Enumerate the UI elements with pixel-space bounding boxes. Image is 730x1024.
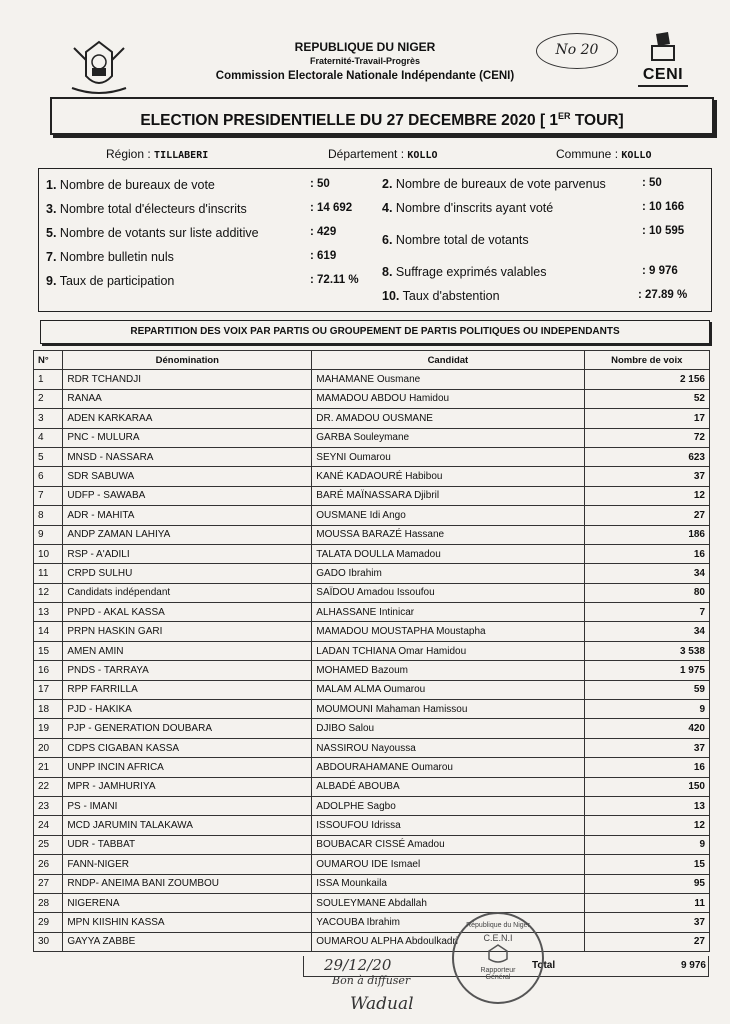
row-number: 2: [34, 389, 63, 408]
stamp-emblem-icon: [483, 943, 513, 965]
row-number: 21: [34, 758, 63, 777]
region-label: Région :: [106, 147, 151, 161]
party-name: PNDS - TARRAYA: [63, 661, 312, 680]
candidate-name: NASSIROU Nayoussa: [312, 738, 584, 757]
row-number: 25: [34, 835, 63, 854]
party-name: PS - IMANI: [63, 796, 312, 815]
party-name: RSP - A'ADILI: [63, 544, 312, 563]
stat-label: Taux de participation: [59, 274, 175, 288]
commune-info: [556, 147, 651, 161]
row-number: 7: [34, 486, 63, 505]
table-row: [34, 738, 710, 757]
stat-number: 3.: [46, 202, 57, 216]
candidate-name: ISSOUFOU Idrissa: [312, 816, 584, 835]
table-row: [34, 564, 710, 583]
party-name: RANAA: [63, 389, 312, 408]
country-motto: Fraternité-Travail-Progrès: [309, 56, 421, 66]
party-name: PNPD - AKAL KASSA: [63, 603, 312, 622]
vote-count: 12: [584, 816, 710, 835]
stat-value: : 14 692: [310, 202, 353, 214]
party-name: ADEN KARKARAA: [63, 409, 312, 428]
row-number: 11: [34, 564, 63, 583]
stat-label: Nombre bulletin nuls: [59, 250, 174, 264]
table-row: [34, 389, 710, 408]
vote-count: 623: [584, 447, 710, 466]
vote-count: 37: [584, 738, 710, 757]
departement-value: KOLLO: [407, 150, 438, 161]
vote-count: 72: [584, 428, 710, 447]
party-name: CRPD SULHU: [63, 564, 312, 583]
candidate-name: OUMAROU IDE Ismael: [312, 855, 584, 874]
stat-item: [382, 177, 606, 191]
vote-count: 150: [584, 777, 710, 796]
stat-number: 1.: [46, 178, 57, 192]
candidate-name: MALAM ALMA Oumarou: [312, 680, 584, 699]
table-row: [34, 835, 710, 854]
party-name: FANN-NIGER: [63, 855, 312, 874]
ceni-logo-underline: [638, 85, 688, 87]
vote-count: 80: [584, 583, 710, 602]
stat-label: Suffrage exprimés valables: [395, 265, 547, 279]
row-number: 6: [34, 467, 63, 486]
vote-count: 27: [584, 932, 710, 951]
election-title: [50, 97, 714, 135]
table-row: [34, 641, 710, 660]
stat-value: : 10 595: [642, 225, 685, 237]
col-header-number: N°: [34, 351, 63, 370]
candidate-name: MOUMOUNI Mahaman Hamissou: [312, 700, 584, 719]
country-name: REPUBLIQUE DU NIGER: [294, 40, 436, 54]
table-row: [34, 719, 710, 738]
stamp-line: République du Niger: [466, 922, 530, 929]
party-name: ANDP ZAMAN LAHIYA: [63, 525, 312, 544]
candidate-name: MOUSSA BARAZÉ Hassane: [312, 525, 584, 544]
candidate-name: TALATA DOULLA Mamadou: [312, 544, 584, 563]
party-name: CDPS CIGABAN KASSA: [63, 738, 312, 757]
commune-label: Commune :: [556, 147, 619, 161]
stat-value: : 72.11 %: [310, 274, 359, 286]
vote-count: 37: [584, 913, 710, 932]
row-number: 24: [34, 816, 63, 835]
official-round-stamp: [452, 912, 544, 1004]
region-value: TILLABERI: [154, 150, 209, 161]
ceni-logo: [632, 30, 694, 84]
candidate-name: BARÉ MAÏNASSARA Djibril: [312, 486, 584, 505]
table-header-row: [34, 351, 710, 370]
stat-label: Nombre total d'électeurs d'inscrits: [59, 202, 247, 216]
party-name: RDR TCHANDJI: [63, 370, 312, 389]
row-number: 4: [34, 428, 63, 447]
row-number: 10: [34, 544, 63, 563]
stat-item: [46, 178, 215, 192]
stat-item: [382, 289, 500, 303]
vote-count: 34: [584, 564, 710, 583]
party-name: Candidats indépendant: [63, 583, 312, 602]
stamp-line: C.E.N.I: [483, 933, 513, 943]
row-number: 5: [34, 447, 63, 466]
handwritten-note: Bon à diffuser: [332, 974, 411, 987]
commission-name: Commission Electorale Nationale Indépendante (CENI): [215, 70, 515, 82]
row-number: 14: [34, 622, 63, 641]
candidate-name: ISSA Mounkaila: [312, 874, 584, 893]
table-row: [34, 680, 710, 699]
stat-number: 9.: [46, 274, 57, 288]
table-row: [34, 486, 710, 505]
stat-item: [46, 202, 247, 216]
vote-count: 13: [584, 796, 710, 815]
vote-count: 420: [584, 719, 710, 738]
table-row: [34, 816, 710, 835]
candidate-name: KANÉ KADAOURÉ Habibou: [312, 467, 584, 486]
stat-label: Nombre de bureaux de vote parvenus: [395, 177, 606, 191]
vote-count: 52: [584, 389, 710, 408]
vote-count: 12: [584, 486, 710, 505]
stat-item: [382, 201, 553, 215]
row-number: 26: [34, 855, 63, 874]
party-name: UDFP - SAWABA: [63, 486, 312, 505]
table-row: [34, 525, 710, 544]
row-number: 30: [34, 932, 63, 951]
row-number: 1: [34, 370, 63, 389]
row-number: 16: [34, 661, 63, 680]
table-row: [34, 409, 710, 428]
vote-count: 16: [584, 758, 710, 777]
stamp-line: Général: [485, 974, 511, 981]
stamp-line: Rapporteur: [480, 967, 516, 974]
table-row: [34, 855, 710, 874]
row-number: 15: [34, 641, 63, 660]
election-title-sup: ER: [558, 111, 571, 121]
row-number: 29: [34, 913, 63, 932]
stat-number: 5.: [46, 226, 57, 240]
candidate-name: DR. AMADOU OUSMANE: [312, 409, 584, 428]
commune-value: KOLLO: [621, 150, 652, 161]
row-number: 20: [34, 738, 63, 757]
row-number: 23: [34, 796, 63, 815]
table-row: [34, 758, 710, 777]
stat-value: : 10 166: [642, 201, 685, 213]
election-title-main: ELECTION PRESIDENTIELLE DU 27 DECEMBRE 2020 [ 1: [140, 112, 559, 130]
table-row: [34, 370, 710, 389]
stat-label: Nombre de votants sur liste additive: [59, 226, 259, 240]
election-title-tail: TOUR]: [570, 112, 624, 130]
vote-count: 9: [584, 835, 710, 854]
table-row: [34, 428, 710, 447]
table-row: [34, 913, 710, 932]
vote-count: 34: [584, 622, 710, 641]
table-row: [34, 603, 710, 622]
row-number: 3: [34, 409, 63, 428]
stat-number: 8.: [382, 265, 393, 279]
vote-count: 59: [584, 680, 710, 699]
vote-count: 11: [584, 893, 710, 912]
stat-number: 6.: [382, 233, 393, 247]
results-table: [33, 350, 710, 952]
table-row: [34, 544, 710, 563]
party-name: ADR - MAHITA: [63, 506, 312, 525]
vote-count: 95: [584, 874, 710, 893]
candidate-name: YACOUBA Ibrahim: [312, 913, 584, 932]
party-name: PJP - GENERATION DOUBARA: [63, 719, 312, 738]
party-name: SDR SABUWA: [63, 467, 312, 486]
vote-count: 17: [584, 409, 710, 428]
stat-item: [46, 274, 174, 288]
vote-count: 186: [584, 525, 710, 544]
candidate-name: ALHASSANE Intinicar: [312, 603, 584, 622]
party-name: MCD JARUMIN TALAKAWA: [63, 816, 312, 835]
candidate-name: ALBADÉ ABOUBA: [312, 777, 584, 796]
total-label: Total: [532, 960, 556, 971]
table-row: [34, 506, 710, 525]
handwritten-date: 29/12/20: [324, 956, 392, 974]
candidate-name: OUSMANE Idi Ango: [312, 506, 584, 525]
stat-number: 2.: [382, 177, 393, 191]
row-number: 8: [34, 506, 63, 525]
stat-item: [46, 226, 259, 240]
vote-count: 9: [584, 700, 710, 719]
candidate-name: GADO Ibrahim: [312, 564, 584, 583]
table-row: [34, 447, 710, 466]
vote-count: 3 538: [584, 641, 710, 660]
table-row: [34, 661, 710, 680]
party-name: UDR - TABBAT: [63, 835, 312, 854]
table-row: [34, 932, 710, 951]
candidate-name: SOULEYMANE Abdallah: [312, 893, 584, 912]
departement-info: [328, 147, 438, 161]
stat-item: [46, 250, 174, 264]
row-number: 17: [34, 680, 63, 699]
vote-count: 15: [584, 855, 710, 874]
row-number: 13: [34, 603, 63, 622]
row-number: 28: [34, 893, 63, 912]
vote-count: 1 975: [584, 661, 710, 680]
table-row: [34, 893, 710, 912]
vote-count: 37: [584, 467, 710, 486]
stat-label: Nombre d'inscrits ayant voté: [395, 201, 554, 215]
party-name: NIGERENA: [63, 893, 312, 912]
candidate-name: SEYNI Oumarou: [312, 447, 584, 466]
candidate-name: LADAN TCHIANA Omar Hamidou: [312, 641, 584, 660]
party-name: RPP FARRILLA: [63, 680, 312, 699]
stat-number: 7.: [46, 250, 57, 264]
candidate-name: ADOLPHE Sagbo: [312, 796, 584, 815]
row-number: 18: [34, 700, 63, 719]
table-row: [34, 796, 710, 815]
candidate-name: OUMAROU ALPHA Abdoulkadri: [312, 932, 584, 951]
party-name: PRPN HASKIN GARI: [63, 622, 312, 641]
section-title: REPARTITION DES VOIX PAR PARTIS OU GROUPEMENT DE PARTIS POLITIQUES OU INDEPENDANTS: [40, 320, 710, 344]
stat-number: 4.: [382, 201, 393, 215]
table-row: [34, 622, 710, 641]
stat-value: : 429: [310, 226, 337, 238]
stat-value: : 9 976: [642, 265, 678, 277]
stat-item: [382, 265, 546, 279]
candidate-name: ABDOURAHAMANE Oumarou: [312, 758, 584, 777]
row-number: 12: [34, 583, 63, 602]
candidate-name: GARBA Souleymane: [312, 428, 584, 447]
row-number: 27: [34, 874, 63, 893]
table-row: [34, 467, 710, 486]
candidate-name: BOUBACAR CISSÉ Amadou: [312, 835, 584, 854]
table-row: [34, 874, 710, 893]
table-row: [34, 700, 710, 719]
stat-item: [382, 233, 529, 247]
vote-count: 27: [584, 506, 710, 525]
stat-value: : 27.89 %: [638, 289, 688, 301]
candidate-name: MOHAMED Bazoum: [312, 661, 584, 680]
stat-value: : 619: [310, 250, 337, 262]
candidate-name: SAÏDOU Amadou Issoufou: [312, 583, 584, 602]
stat-number: 10.: [382, 289, 400, 303]
row-number: 19: [34, 719, 63, 738]
vote-count: 7: [584, 603, 710, 622]
handwritten-signature: Wadual: [350, 994, 414, 1014]
stat-label: Nombre total de votants: [395, 233, 529, 247]
party-name: MNSD - NASSARA: [63, 447, 312, 466]
party-name: PJD - HAKIKA: [63, 700, 312, 719]
document-number-stamp: No 20: [536, 33, 618, 69]
col-header-candidate: Candidat: [312, 351, 584, 370]
total-value: 9 976: [680, 960, 706, 971]
table-row: [34, 583, 710, 602]
candidate-name: MAHAMANE Ousmane: [312, 370, 584, 389]
party-name: MPR - JAMHURIYA: [63, 777, 312, 796]
row-number: 9: [34, 525, 63, 544]
candidate-name: MAMADOU MOUSTAPHA Moustapha: [312, 622, 584, 641]
departement-label: Département :: [328, 147, 405, 161]
candidate-name: DJIBO Salou: [312, 719, 584, 738]
ceni-logo-text: CENI: [642, 66, 684, 83]
vote-count: 16: [584, 544, 710, 563]
col-header-denomination: Dénomination: [63, 351, 312, 370]
vote-count: 2 156: [584, 370, 710, 389]
col-header-votes: Nombre de voix: [584, 351, 710, 370]
party-name: RNDP- ANEIMA BANI ZOUMBOU: [63, 874, 312, 893]
row-number: 22: [34, 777, 63, 796]
region-info: [106, 147, 208, 161]
stat-value: : 50: [642, 177, 662, 189]
stat-label: Nombre de bureaux de vote: [59, 178, 215, 192]
stat-value: : 50: [310, 178, 330, 190]
candidate-name: MAMADOU ABDOU Hamidou: [312, 389, 584, 408]
party-name: UNPP INCIN AFRICA: [63, 758, 312, 777]
table-row: [34, 777, 710, 796]
party-name: GAYYA ZABBE: [63, 932, 312, 951]
party-name: PNC - MULURA: [63, 428, 312, 447]
party-name: MPN KIISHIN KASSA: [63, 913, 312, 932]
stat-label: Taux d'abstention: [402, 289, 500, 303]
party-name: AMEN AMIN: [63, 641, 312, 660]
ballot-box-icon: [632, 30, 694, 64]
